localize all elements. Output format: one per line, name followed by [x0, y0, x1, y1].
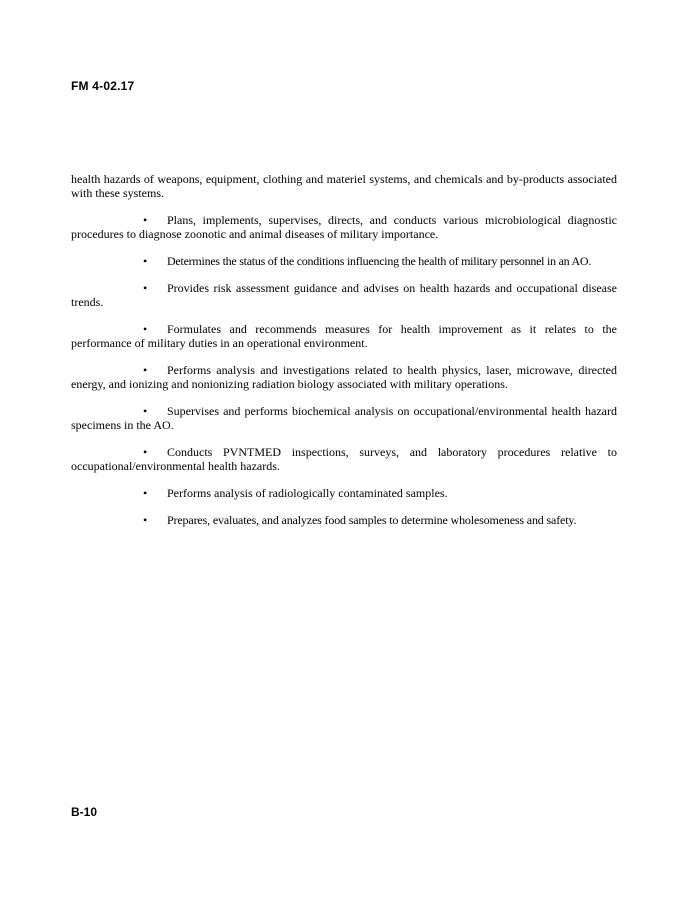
- bullet-text: Supervises and performs biochemical analysis on occupational/environmental health hazard specimens in the AO.: [71, 404, 617, 432]
- bullet-icon: •: [143, 363, 148, 377]
- bullet-icon: •: [143, 281, 148, 295]
- bullet-icon: •: [143, 404, 148, 418]
- bullet-item: [71, 363, 617, 391]
- bullet-text: Provides risk assessment guidance and advises on health hazards and occupational disease trends.: [71, 281, 617, 309]
- bullet-item: [71, 513, 617, 527]
- bullet-item: [71, 486, 617, 500]
- bullet-icon: •: [143, 254, 148, 268]
- bullet-text: Performs analysis of radiologically contaminated samples.: [167, 486, 448, 500]
- bullet-item: [71, 213, 617, 241]
- manual-id-header: FM 4-02.17: [71, 79, 135, 93]
- bullet-icon: •: [143, 513, 148, 527]
- intro-paragraph: health hazards of weapons, equipment, clothing and materiel systems, and chemicals and by-products associated with these systems.: [71, 172, 617, 200]
- bullet-item: [71, 254, 617, 268]
- bullet-item: [71, 404, 617, 432]
- bullet-text: Plans, implements, supervises, directs, and conducts various microbiological diagnostic procedures to diagnose zoonotic and animal diseases of military importance.: [71, 213, 617, 241]
- bullet-item: [71, 322, 617, 350]
- page-number: B-10: [71, 805, 98, 819]
- bullet-text: Performs analysis and investigations related to health physics, laser, microwave, directed energy, and ionizing and nonionizing radiation biology associated with military operations.: [71, 363, 617, 391]
- bullet-icon: •: [143, 445, 148, 459]
- bullet-text: Prepares, evaluates, and analyzes food samples to determine wholesomeness and safety.: [167, 513, 577, 527]
- bullet-icon: •: [143, 486, 148, 500]
- bullet-icon: •: [143, 213, 148, 227]
- bullet-text: Formulates and recommends measures for health improvement as it relates to the performance of military duties in an operational environment.: [71, 322, 617, 350]
- bullet-text: Conducts PVNTMED inspections, surveys, and laboratory procedures relative to occupational/environmental health hazards.: [71, 445, 617, 473]
- bullet-icon: •: [143, 322, 148, 336]
- bullet-item: [71, 445, 617, 473]
- document-body: [71, 172, 617, 527]
- bullet-item: [71, 281, 617, 309]
- bullet-text: Determines the status of the conditions influencing the health of military personnel in an AO.: [167, 254, 592, 268]
